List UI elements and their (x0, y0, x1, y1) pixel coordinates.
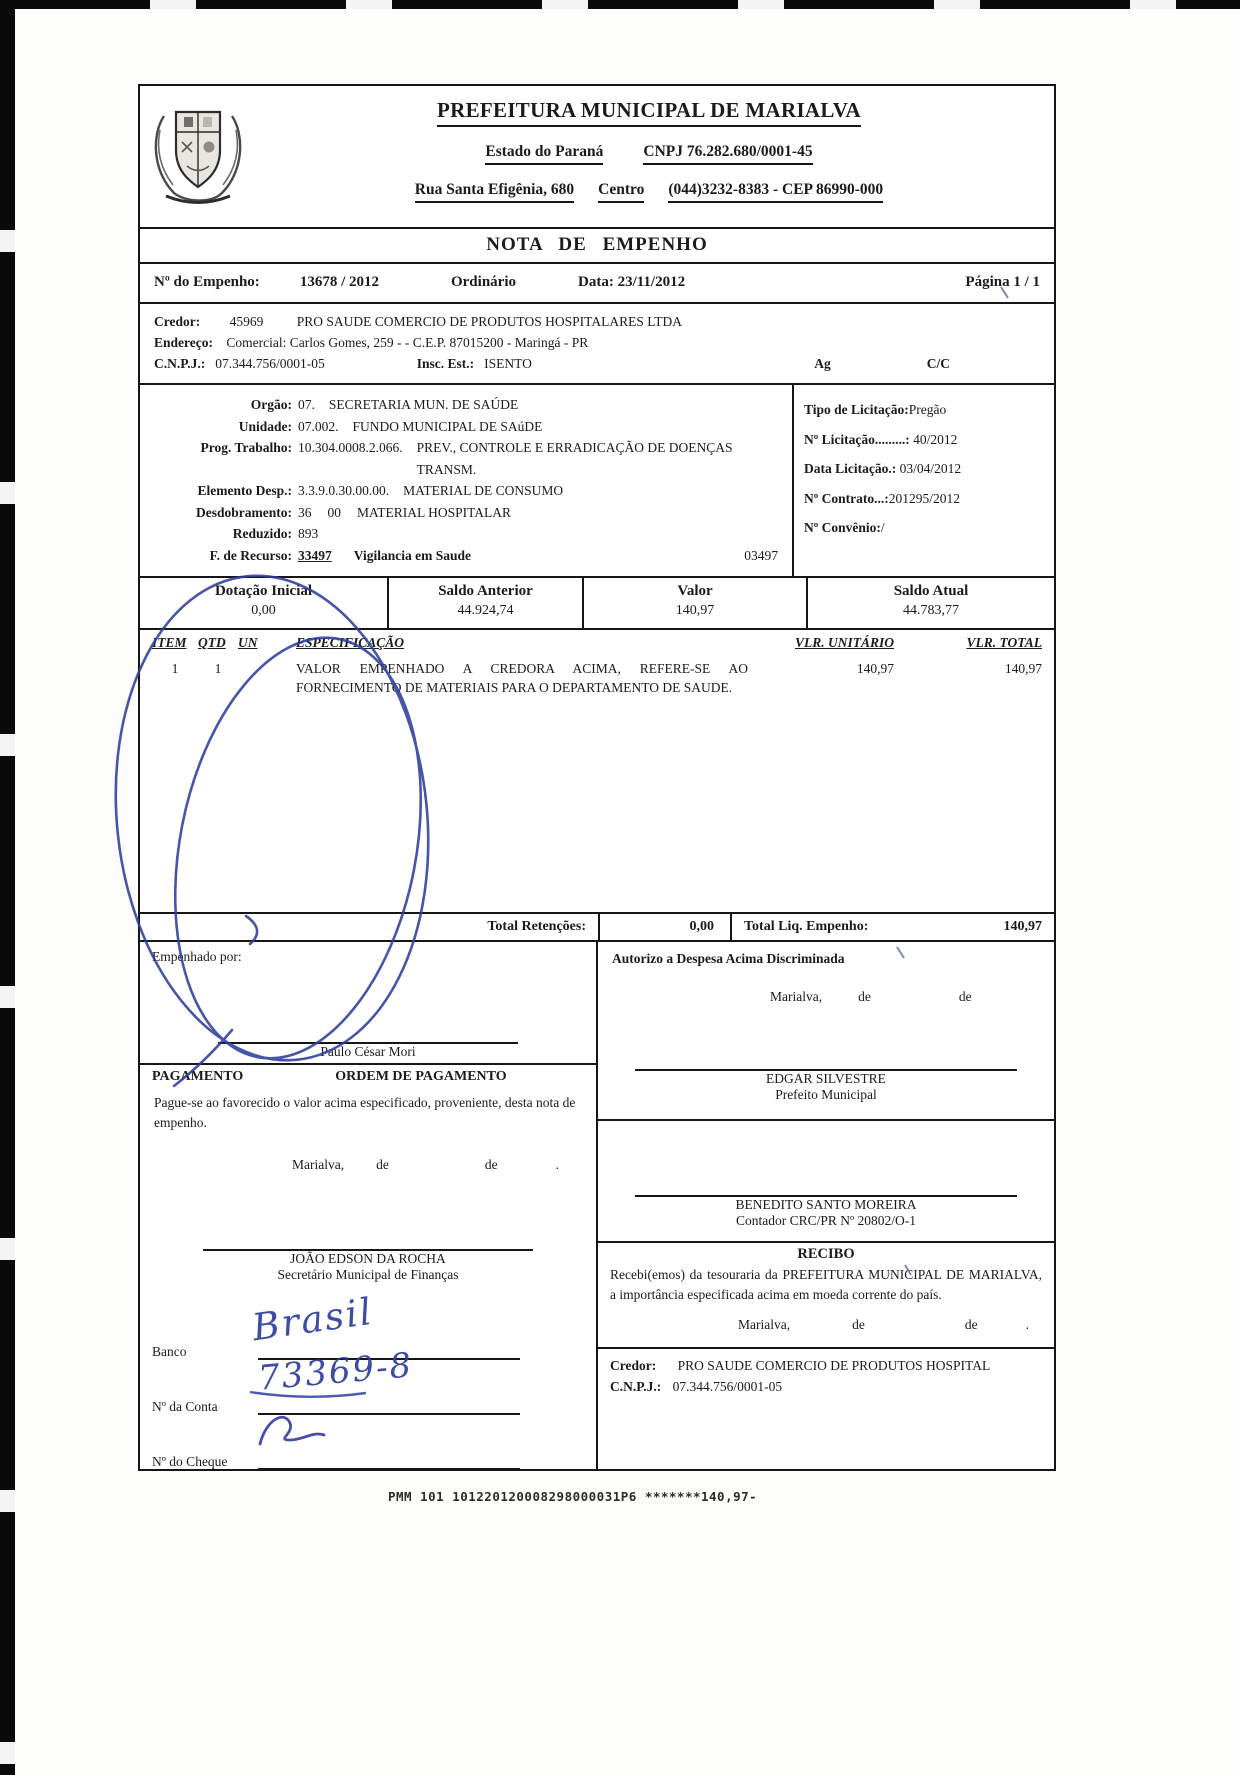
recibo-creditor-name: PRO SAUDE COMERCIO DE PRODUTOS HOSPITAL (677, 1358, 991, 1373)
data-licitacao-value: 03/04/2012 (899, 461, 962, 476)
budget-classification (140, 385, 792, 576)
item-un (238, 659, 296, 697)
elemento-name: MATERIAL DE CONSUMO (403, 483, 564, 498)
tipo-licitacao-label: Tipo de Licitação: (804, 402, 909, 417)
horizontal-divider (598, 1119, 1054, 1121)
num-licitacao-label: Nº Licitação.........: (804, 431, 910, 447)
recibo-date-line (598, 1317, 1054, 1333)
recibo-creditor-line (610, 1355, 1042, 1376)
orgao-label: Orgão: (250, 397, 292, 412)
cnpj-value: 07.344.756/0001-05 (215, 356, 325, 371)
fonte-recurso-row (140, 545, 786, 567)
period-mark: . (555, 1157, 559, 1172)
insc-est-label: Insc. Est.: (416, 356, 475, 371)
page-indicator: Página 1 / 1 (965, 274, 1040, 290)
desdobramento-label: Desdobramento: (196, 504, 292, 520)
desdobramento-code2: 00 (327, 504, 341, 520)
empenho-number: 13678 / 2012 (299, 274, 379, 290)
ag-label: Ag (814, 356, 831, 371)
district-label: Centro (598, 181, 644, 203)
creditor-section (140, 302, 1054, 383)
recibo-title: RECIBO (797, 1246, 855, 1262)
autorizo-date-line (598, 989, 1054, 1005)
empenhado-signature (140, 1042, 596, 1060)
unidade-row (140, 416, 786, 438)
phone-cep-label: (044)3232-8383 - CEP 86990-000 (668, 181, 883, 203)
pagamento-label: PAGAMENTO (152, 1069, 244, 1084)
creditor-label: Credor: (154, 314, 201, 329)
period-mark: . (1025, 1317, 1029, 1332)
tipo-licitacao-value: Pregão (908, 402, 947, 417)
creditor-cnpj-line (154, 353, 1040, 374)
item-unit-value: 140,97 (856, 661, 894, 676)
prefeito-name: EDGAR SILVESTRE (766, 1071, 886, 1086)
secretario-name: JOÃO EDSON DA ROCHA (290, 1251, 446, 1266)
items-header-espec: ESPECIFICAÇÃO (296, 635, 405, 650)
convenio-value: / (880, 520, 885, 535)
items-header-unit: VLR. UNITÁRIO (794, 635, 894, 650)
empenho-number-label: Nº do Empenho: (154, 274, 260, 290)
creditor-code: 45969 (229, 314, 264, 329)
handwritten-account-number: 73369-8 (256, 1345, 415, 1399)
conta-fill-line (258, 1393, 520, 1415)
contrato-row (804, 484, 1046, 514)
state-label: Estado do Paraná (485, 143, 603, 165)
de-label: de (852, 1317, 865, 1332)
recibo-text: Recebi(emos) da tesouraria da PREFEITURA MUNICIPAL DE MARIALVA, a importância especificada acima em moeda corrente do país. (610, 1267, 1042, 1302)
valor-cell (582, 578, 806, 628)
item-row (152, 659, 1042, 697)
elemento-row (140, 480, 786, 502)
valor-value: 140,97 (675, 603, 715, 618)
payment-column (140, 942, 598, 1469)
item-especificacao: VALOR EMPENHADO A CREDORA ACIMA, REFERE-SE AO FORNECIMENTO DE MATERIAIS PARA O DEPARTAMENTO DE SAUDE. (296, 661, 748, 695)
city-label: Marialva, (770, 989, 823, 1004)
de-label: de (376, 1157, 389, 1172)
total-liq-label: Total Liq. Empenho: (744, 919, 869, 934)
unidade-label: Unidade: (238, 418, 292, 434)
total-liq-cell (730, 914, 1054, 940)
document-title: NOTA DE EMPENHO (140, 227, 1054, 264)
unidade-name: FUNDO MUNICIPAL DE SAúDE (352, 418, 543, 434)
form-header (140, 86, 1054, 227)
contador-signature (598, 1195, 1054, 1229)
cnpj-label: CNPJ 76.282.680/0001-45 (643, 143, 812, 165)
desdobramento-name: MATERIAL HOSPITALAR (357, 504, 512, 520)
cheque-fill-line (258, 1448, 520, 1470)
orgao-row (140, 394, 786, 416)
recibo-cnpj-value: 07.344.756/0001-05 (672, 1379, 783, 1394)
prefeito-title: Prefeito Municipal (775, 1087, 877, 1102)
item-number: 1 (171, 661, 179, 676)
reduzido-code: 893 (298, 526, 319, 541)
bidding-info (792, 385, 1054, 576)
autorizo-title: Autorizo a Despesa Acima Discriminada (612, 951, 845, 966)
prog-trabalho-code: 10.304.0008.2.066. (298, 440, 403, 455)
recibo-cnpj-line (610, 1376, 1042, 1397)
unidade-code: 07.002. (298, 418, 339, 434)
valor-header: Valor (677, 583, 713, 599)
pagamento-date-line (140, 1157, 596, 1173)
city-label: Marialva, (738, 1317, 791, 1332)
creditor-name: PRO SAUDE COMERCIO DE PRODUTOS HOSPITALARES LTDA (296, 314, 682, 329)
total-retencoes-value: 0,00 (598, 914, 730, 940)
cheque-label: Nº do Cheque (152, 1454, 228, 1469)
street-label: Rua Santa Efigênia, 680 (415, 181, 574, 203)
city-label: Marialva, (292, 1157, 345, 1172)
reduzido-row (140, 523, 786, 545)
coat-of-arms-logo (148, 94, 254, 215)
authorization-column (598, 942, 1054, 1469)
contrato-value: 201295/2012 (888, 490, 960, 506)
num-licitacao-value: 40/2012 (913, 431, 958, 447)
recibo-creditor-label: Credor: (610, 1358, 657, 1373)
fonte-recurso-label: F. de Recurso: (209, 547, 292, 563)
fonte-recurso-code: 33497 (298, 547, 332, 563)
saldo-anterior-value: 44.924,74 (457, 603, 514, 618)
fonte-recurso-name: Vigilancia em Saude (353, 547, 472, 563)
convenio-row (804, 513, 1046, 543)
contador-title: Contador CRC/PR Nº 20802/O-1 (735, 1213, 917, 1228)
num-licitacao-row (804, 425, 1046, 455)
fonte-recurso-extra: 03497 (744, 547, 778, 563)
header-line-state (254, 143, 1044, 165)
saldo-atual-cell (806, 578, 1054, 628)
items-header-row (152, 635, 1042, 651)
empenhado-por-box (140, 942, 596, 1063)
elemento-label: Elemento Desp.: (197, 483, 292, 498)
saldo-atual-header: Saldo Atual (893, 583, 969, 599)
empenho-kind: Ordinário (450, 274, 516, 290)
de-label: de (958, 989, 972, 1004)
scan-edge-top (0, 0, 1240, 9)
data-licitacao-label: Data Licitação.: (804, 461, 897, 476)
header-text (254, 94, 1044, 215)
de-label: de (484, 1157, 498, 1172)
contador-name: BENEDITO SANTO MOREIRA (735, 1197, 917, 1212)
data-licitacao-row (804, 454, 1046, 484)
totals-row (140, 912, 1054, 940)
recibo-box (598, 1241, 1054, 1333)
contrato-label: Nº Contrato...: (804, 490, 889, 506)
desdobramento-row (140, 502, 786, 524)
dotacao-inicial-value: 0,00 (251, 603, 276, 618)
address-label: Endereço: (154, 335, 213, 350)
cc-label: C/C (926, 356, 950, 371)
empenhado-por-label: Empenhado por: (152, 949, 242, 964)
recibo-creditor-box (598, 1347, 1054, 1403)
creditor-line (154, 311, 1040, 332)
items-header-qtd: QTD (198, 635, 226, 650)
empenho-number-row (140, 264, 1054, 302)
empenhado-signer-name: Paulo César Mori (320, 1044, 416, 1059)
insc-est-value: ISENTO (484, 356, 532, 371)
cheque-field (140, 1415, 596, 1470)
items-header-un: UN (238, 635, 258, 650)
prefeito-signature (598, 1069, 1054, 1103)
pagamento-header (140, 1063, 596, 1088)
budget-section (140, 383, 1054, 576)
item-qtd: 1 (214, 661, 222, 676)
items-header-item: ITEM (152, 635, 187, 650)
tipo-licitacao-row (804, 395, 1046, 425)
balances-table (140, 576, 1054, 628)
convenio-label: Nº Convênio: (804, 520, 881, 535)
total-retencoes-label: Total Retenções: (487, 919, 586, 934)
recibo-cnpj-label: C.N.P.J.: (610, 1379, 662, 1394)
elemento-code: 3.3.9.0.30.00.00. (298, 483, 390, 498)
ordem-pagamento-text: Pague-se ao favorecido o valor acima especificado, proveniente, desta nota de empenho. (154, 1095, 576, 1130)
ordem-pagamento-label: ORDEM DE PAGAMENTO (335, 1069, 507, 1084)
saldo-anterior-cell (387, 578, 582, 628)
orgao-name: SECRETARIA MUN. DE SAÚDE (328, 397, 519, 412)
empenho-date: Data: 23/11/2012 (578, 274, 686, 290)
header-line-address (254, 181, 1044, 203)
prog-trabalho-row (140, 437, 786, 480)
creditor-address-line (154, 332, 1040, 353)
handwritten-bank-name: Brasil (249, 1289, 376, 1350)
saldo-atual-value: 44.783,77 (903, 603, 959, 618)
de-label: de (964, 1317, 978, 1332)
secretario-title: Secretário Municipal de Finanças (277, 1267, 459, 1282)
orgao-code: 07. (298, 397, 315, 412)
scan-edge-left (0, 0, 15, 1775)
desdobramento-code: 36 (298, 504, 312, 520)
dotacao-inicial-header: Dotação Inicial (214, 583, 313, 599)
reduzido-label: Reduzido: (232, 526, 292, 541)
dot-matrix-validation-code: PMM 101 101220120008298000031P6 *******140,97- (388, 1489, 758, 1504)
prog-trabalho-name: PREV., CONTROLE E ERRADICAÇÃO DE DOENÇAS TRANSM. (416, 440, 733, 477)
conta-label: Nº da Conta (152, 1399, 218, 1414)
prog-trabalho-label: Prog. Trabalho: (200, 440, 292, 455)
total-liq-value: 140,97 (1003, 919, 1042, 934)
municipality-title: PREFEITURA MUNICIPAL DE MARIALVA (437, 98, 861, 127)
item-total-value: 140,97 (1004, 661, 1042, 676)
dotacao-inicial-cell (140, 578, 387, 628)
cnpj-field-label: C.N.P.J.: (154, 356, 206, 371)
nota-de-empenho-form (138, 84, 1056, 1471)
items-header-total: VLR. TOTAL (966, 635, 1042, 650)
secretario-signature (140, 1249, 596, 1283)
banco-label: Banco (152, 1344, 187, 1359)
saldo-anterior-header: Saldo Anterior (438, 583, 533, 599)
items-section (140, 628, 1054, 912)
de-label: de (858, 989, 871, 1004)
address-value: Comercial: Carlos Gomes, 259 - - C.E.P. 87015200 - Maringá - PR (226, 335, 589, 350)
